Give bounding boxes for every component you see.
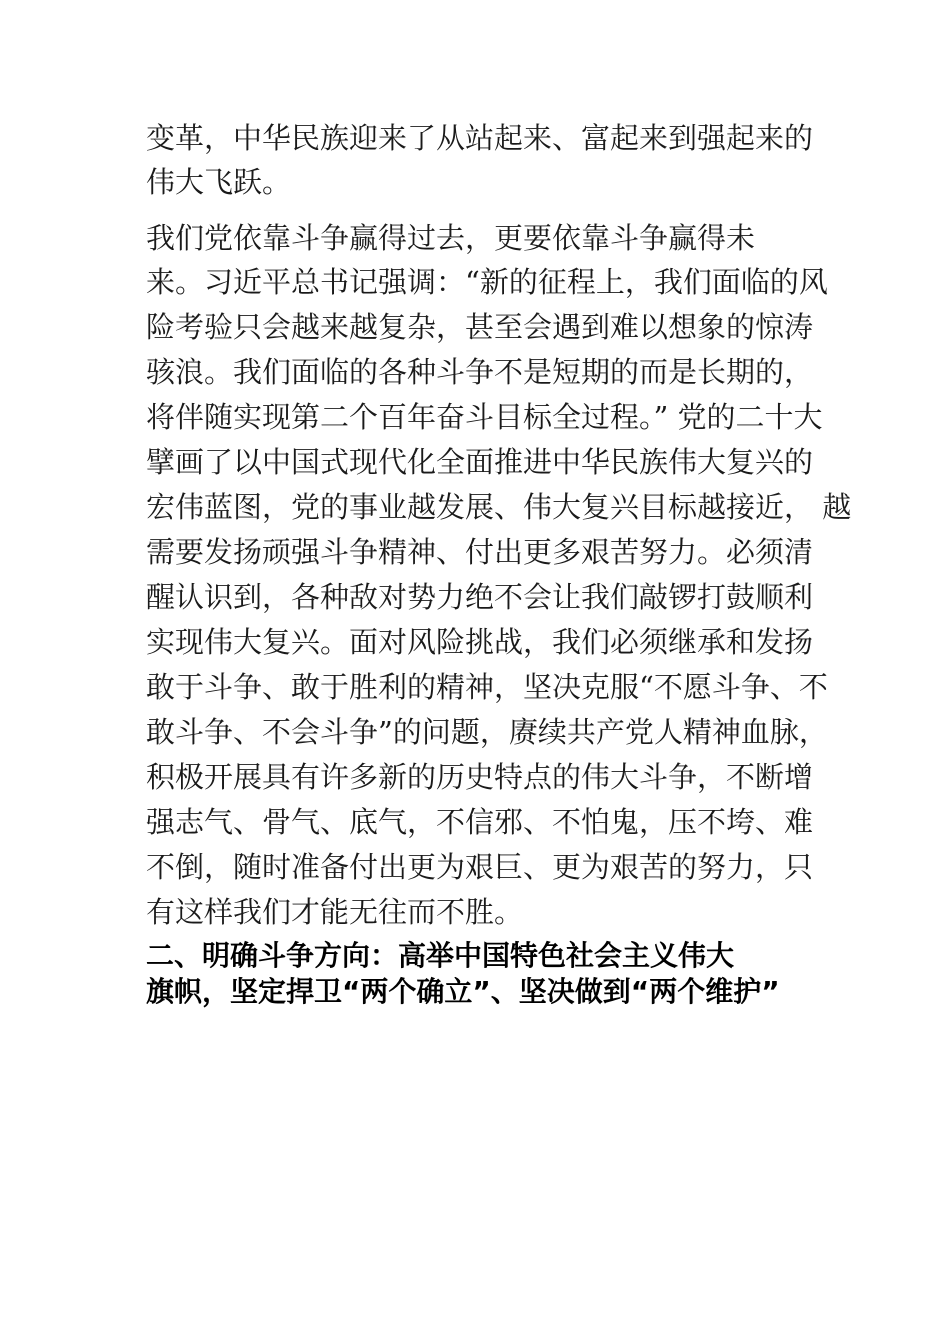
paragraph-line: 擘画了以中国式现代化全面推进中华民族伟大复兴的 xyxy=(146,445,814,479)
paragraph-line: 骇浪。我们面临的各种斗争不是短期的而是长期的， xyxy=(146,355,814,389)
paragraph-line: 实现伟大复兴。面对风险挑战，我们必须继承和发扬 xyxy=(146,625,814,659)
paragraph-line: 敢于斗争、敢于胜利的精神，坚决克服“不愿斗争、不 xyxy=(146,670,828,704)
section-heading-line: 二、明确斗争方向：高举中国特色社会主义伟大 xyxy=(146,939,735,972)
paragraph-line: 险考验只会越来越复杂，甚至会遇到难以想象的惊涛 xyxy=(146,310,814,344)
section-heading-line: 旗帜，坚定捍卫“两个确立”、坚决做到“两个维护” xyxy=(146,975,780,1008)
paragraph-line: 变革，中华民族迎来了从站起来、富起来到强起来的 xyxy=(146,121,814,155)
paragraph-line: 积极开展具有许多新的历史特点的伟大斗争，不断增 xyxy=(146,760,814,794)
paragraph-line: 伟大飞跃。 xyxy=(146,165,292,199)
paragraph-line: 醒认识到，各种敌对势力绝不会让我们敲锣打鼓顺利 xyxy=(146,580,814,614)
paragraph-line: 不倒，随时准备付出更为艰巨、更为艰苦的努力，只 xyxy=(146,850,814,884)
paragraph-line: 需要发扬顽强斗争精神、付出更多艰苦努力。必须清 xyxy=(146,535,814,569)
paragraph-line: 强志气、骨气、底气，不信邪、不怕鬼，压不垮、难 xyxy=(146,805,814,839)
paragraph-line: 来。习近平总书记强调：“新的征程上，我们面临的风 xyxy=(146,265,828,299)
paragraph-line: 我们党依靠斗争赢得过去，更要依靠斗争赢得未 xyxy=(146,221,756,255)
paragraph-line: 敢斗争、不会斗争”的问题，赓续共产党人精神血脉， xyxy=(146,715,828,749)
paragraph-line: 有这样我们才能无往而不胜。 xyxy=(146,895,524,929)
paragraph-line: 宏伟蓝图，党的事业越发展、伟大复兴目标越接近， 越 xyxy=(146,490,852,524)
paragraph-line: 将伴随实现第二个百年奋斗目标全过程。” 党的二十大 xyxy=(146,400,823,434)
